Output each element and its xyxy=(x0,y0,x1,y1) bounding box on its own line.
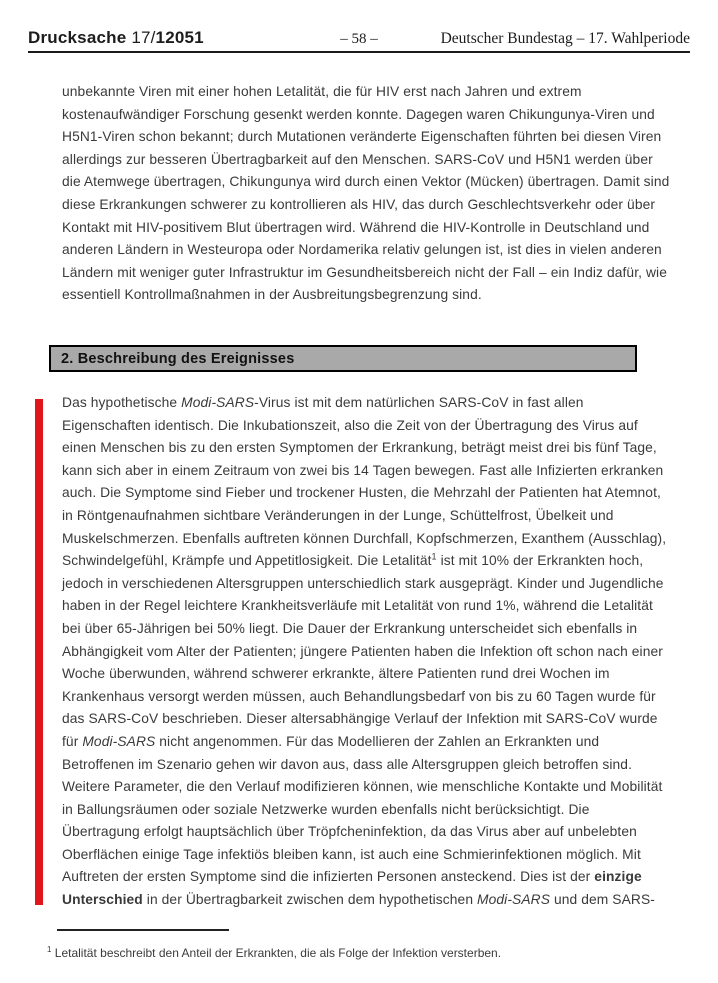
change-marker-bar xyxy=(35,399,43,905)
drucksache-prefix: 17/ xyxy=(126,28,156,47)
text-line: Übertragung erfolgt hauptsächlich über Tröpfcheninfektion, da das Virus aber auf unbelebten xyxy=(62,824,637,840)
text-line: Oberflächen einige Tage infektiös bleiben kann, ist auch eine Schmierinfektionen möglich. Mit xyxy=(62,846,641,862)
text-line: Weitere Parameter, die den Verlauf modifizieren können, wie menschliche Kontakte und Mobilität xyxy=(62,779,663,795)
text-line: kostenaufwändiger Forschung gesenkt werden konnte. Dagegen waren Chikungunya-Viren und xyxy=(62,106,655,122)
section-heading-bar xyxy=(49,345,637,372)
text-line: Ländern mit weniger guter Infrastruktur im Gesundheitsbereich nicht der Fall – ein Indiz dafür, wie xyxy=(62,264,667,280)
text-line: essentiell Kontrollmaßnahmen in der Ausbreitungsbegrenzung sind. xyxy=(62,287,482,303)
paragraph-description xyxy=(62,392,666,912)
text-line: kann sich aber in einem Zeitraum von zwei bis 14 Tagen bewegen. Fast alle Infizierten erkranken xyxy=(62,462,664,478)
text-line: auch. Die Symptome sind Fieber und trockener Husten, die Mehrzahl der Patienten hat Atemnot, xyxy=(62,485,661,501)
text-line: Betroffenen im Szenario gehen wir davon aus, dass alle Altersgruppen gleich betroffen sind. xyxy=(62,756,633,772)
paragraph-intro xyxy=(62,81,669,307)
bundestag-wahlperiode-label: Deutscher Bundestag – 17. Wahlperiode xyxy=(440,30,690,47)
text-line: die Atemwege übertragen, Chikungunya wird durch einen Vektor (Mücken) übertragen. Damit sind xyxy=(62,174,670,190)
text-line: in Röntgenaufnahmen sichtbare Veränderungen in der Lunge, Schüttelfrost, Übelkeit und xyxy=(62,507,614,523)
header-rule xyxy=(28,51,690,53)
text-line: unbekannte Viren mit einer hohen Letalität, die für HIV erst nach Jahren und extrem xyxy=(62,84,582,99)
text-line: Krankenhaus versorgt werden müssen, auch Behandlungsbedarf von bis zu 60 Tagen wurde für xyxy=(62,688,656,704)
text-line: jedoch in verschiedenen Altersgruppen unterschiedlich stark ausgeprägt. Kinder und Jugendliche xyxy=(62,575,664,591)
text-line: Das hypothetische Modi-SARS-Virus ist mit dem natürlichen SARS-CoV in fast allen xyxy=(62,395,584,410)
text-line: H5N1-Viren schon bekannt; durch Mutationen veränderte Eigenschaften führten bei diesen Viren xyxy=(62,129,662,145)
drucksache-digits: 12051 xyxy=(155,28,204,47)
text-line: Abhängigkeit vom Alter der Patienten; jüngere Patienten haben die Infektion oft schon nach einer xyxy=(62,643,663,659)
text-line: einen Menschen bis zu den ersten Symptomen der Erkrankung, beträgt meist drei bis fünf Tage, xyxy=(62,440,657,456)
footnote-marker: 1 xyxy=(47,945,52,954)
drucksache-label: Drucksache xyxy=(28,28,127,47)
text-line: allerdings zur besseren Übertragbarkeit auf den Menschen. SARS-CoV und H5N1 werden über xyxy=(62,151,653,167)
footnote-separator xyxy=(57,929,229,931)
text-line: Muskelschmerzen. Ebenfalls auftreten können Durchfall, Kopfschmerzen, Exanthem (Ausschlag), xyxy=(62,530,667,546)
text-line: anderen Ländern in Westeuropa oder Nordamerika relativ gelungen ist, ist dies in vielen anderen xyxy=(62,242,662,258)
text-line: Schwindelgefühl, Krämpfe und Appetitlosigkeit. Die Letalität$^1$ ist mit 10% der Erkrankten hoch, xyxy=(62,551,644,569)
text-line: in Ballungsräumen oder soziale Netzwerke wurden ebenfalls nicht berücksichtigt. Die xyxy=(62,801,590,817)
text-line: Unterschied in der Übertragbarkeit zwischen dem hypothetischen Modi-SARS und dem SARS- xyxy=(62,892,655,908)
text-line: Auftreten der ersten Symptome sind die infizierten Personen ansteckend. Dies ist der einzige xyxy=(62,869,642,885)
text-line: diese Erkrankungen schwerer zu kontrollieren als HIV, das durch Geschlechtsverkehr oder über xyxy=(62,196,656,212)
text-line: Woche überwunden, während schwerer erkrankte, ältere Patienten rund drei Wochen im xyxy=(62,666,610,682)
text-line: für Modi-SARS nicht angenommen. Für das Modellieren der Zahlen an Erkrankten und xyxy=(62,733,600,749)
page-number: – 58 – xyxy=(340,31,378,47)
footnote xyxy=(47,946,501,960)
text-line: haben in der Regel leichtere Krankheitsverläufe mit Letalität von rund 1%, während die Letalität xyxy=(62,598,653,614)
text-line: bei über 65-Jährigen bei 50% liegt. Die Dauer der Erkrankung unterscheidet sich ebenfalls in xyxy=(62,620,638,636)
footnote-text: Letalität beschreibt den Anteil der Erkrankten, die als Folge der Infektion versterben. xyxy=(51,946,502,960)
section-heading-text: 2. Beschreibung des Ereignisses xyxy=(61,350,295,367)
text-line: das SARS-CoV beschrieben. Dieser altersabhängige Verlauf der Infektion mit SARS-CoV wurde xyxy=(62,711,658,727)
text-line: Kontakt mit HIV-positivem Blut übertragen wird. Während die HIV-Kontrolle in Deutschland und xyxy=(62,219,650,235)
text-line: Eigenschaften identisch. Die Inkubationszeit, also die Zeit von der Übertragung des Virus auf xyxy=(62,417,638,433)
